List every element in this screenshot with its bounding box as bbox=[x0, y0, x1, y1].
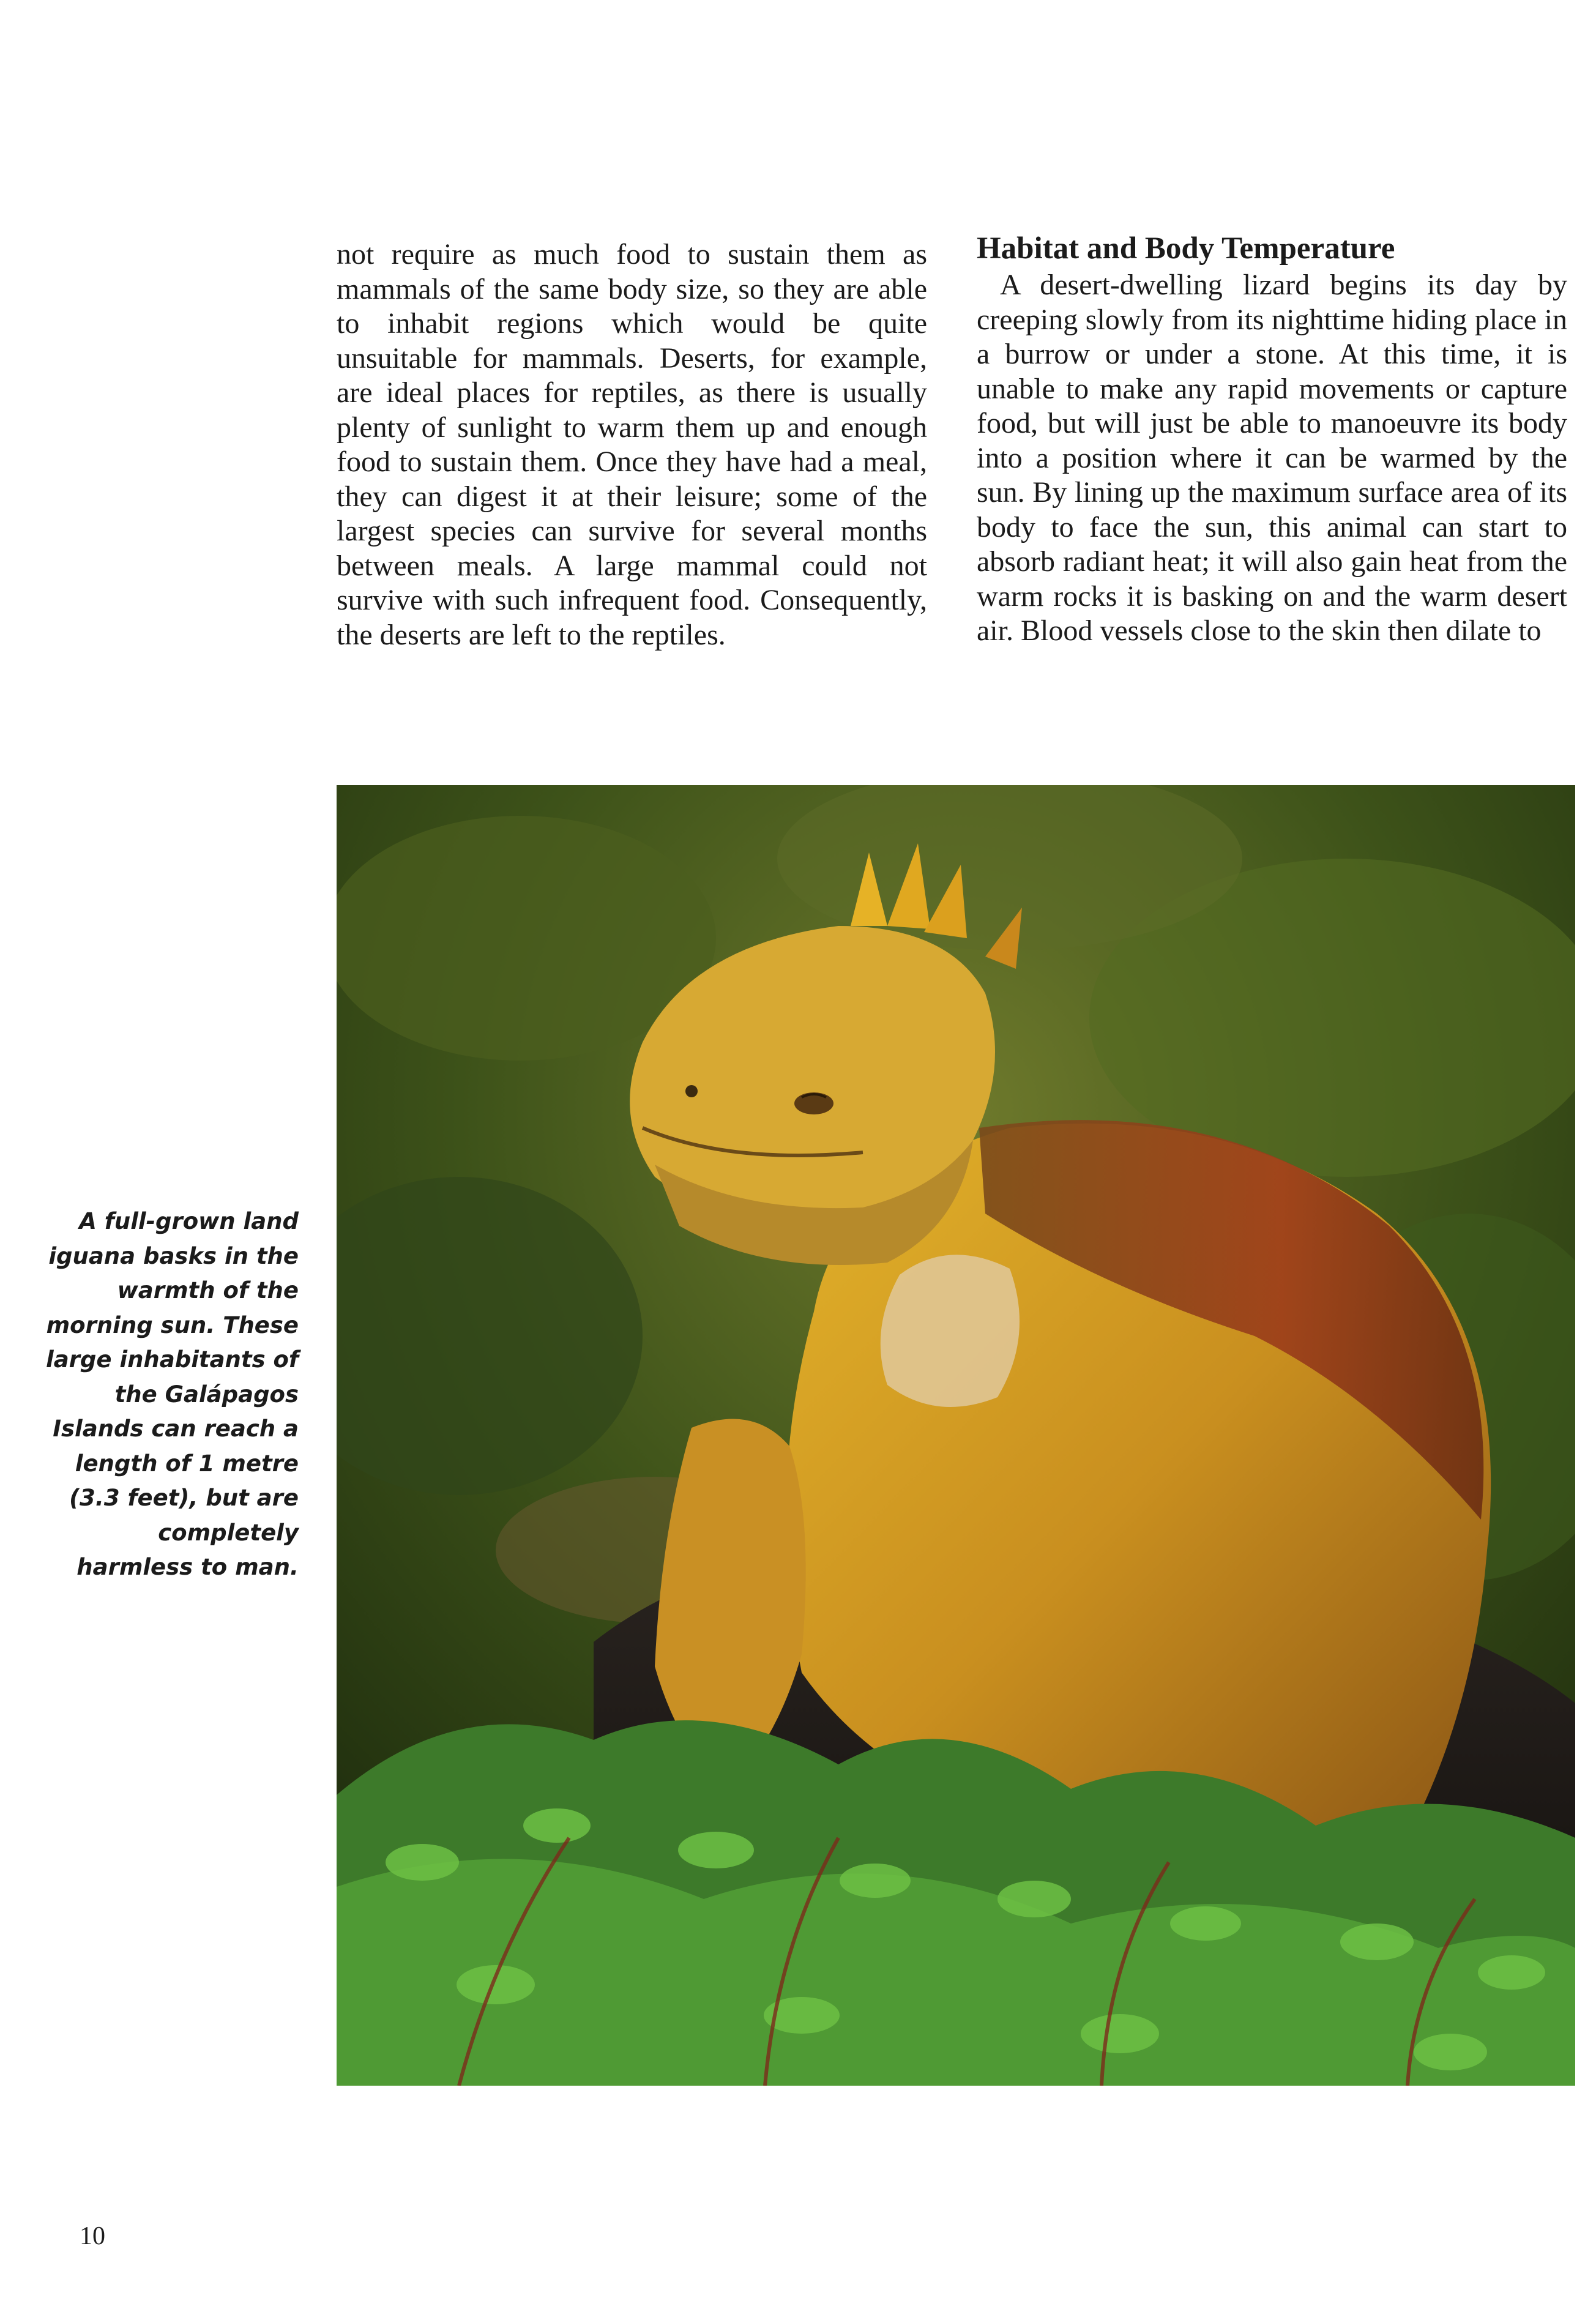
page-number: 10 bbox=[80, 2222, 105, 2250]
iguana-photo bbox=[337, 785, 1575, 2086]
right-body-paragraph: A desert-dwelling lizard begins its day by creeping slowly from its nighttime hiding place in a burrow or under a stone. At this time, it is unable to make any rapid movements or capture food, but will just be able to manoeuvre its body into a position where it can be warmed by the sun. By lining up the maximum surface area of its body to face the sun, this animal can start to absorb radiant heat; it will also gain heat from the warm rocks it is basking on and the warm desert air. Blood vessels close to the skin then dilate to bbox=[977, 269, 1567, 647]
iguana-illustration bbox=[337, 785, 1575, 2086]
photo-caption: A full-grown land iguana basks in the warmth of the morning sun. These large inhabitants of the Galápagos Islands can reach a length of 1 metre (3.3 feet), but are completely harmless to man. bbox=[46, 1208, 299, 1580]
left-text-column bbox=[337, 237, 927, 652]
section-heading: Habitat and Body Temperature bbox=[977, 231, 1395, 266]
right-text-column bbox=[977, 230, 1567, 649]
left-body-paragraph: not require as much food to sustain them as mammals of the same body size, so they are able to inhabit regions which would be quite unsuitable for mammals. Deserts, for example, are ideal places for reptiles, as there is usually plenty of sunlight to warm them up and enough food to sustain them. Once they have had a meal, they can digest it at their leisure; some of the largest species can survive for several months between meals. A large mammal could not survive with such infrequent food. Consequently, the deserts are left to the reptiles. bbox=[337, 238, 927, 651]
